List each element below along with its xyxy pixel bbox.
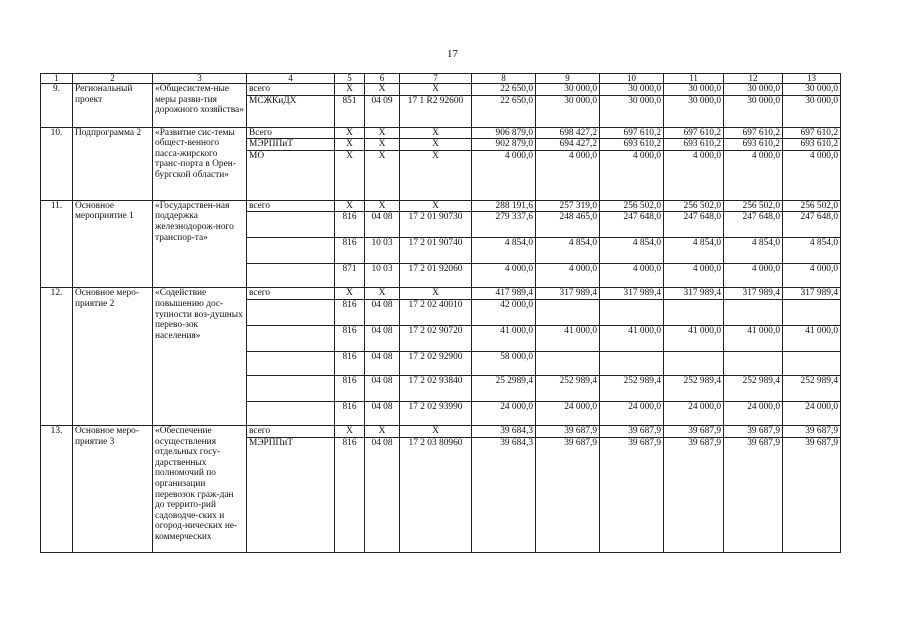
target-code-cell: X [400, 288, 472, 300]
value-cell [536, 351, 600, 375]
section-cell: 10 03 [365, 238, 400, 264]
value-cell: 42 000,0 [472, 299, 536, 325]
source-cell: всего [247, 288, 335, 300]
section-cell: X [365, 200, 400, 212]
value-cell: 58 000,0 [472, 351, 536, 375]
source-cell: МЭРППиТ [247, 437, 335, 552]
value-cell: 41 000,0 [783, 325, 841, 351]
value-cell: 41 000,0 [536, 325, 600, 351]
target-code-cell: 17 2 02 90720 [400, 325, 472, 351]
source-cell: МЭРППиТ [247, 139, 335, 151]
value-cell: 24 000,0 [536, 401, 600, 425]
header-cell: 7 [400, 74, 472, 84]
value-cell: 39 687,9 [724, 425, 783, 437]
value-cell: 39 684,3 [472, 425, 536, 437]
value-cell [664, 299, 724, 325]
value-cell: 24 000,0 [783, 401, 841, 425]
value-cell: 4 000,0 [664, 264, 724, 288]
code-cell: 816 [335, 325, 365, 351]
source-cell [247, 351, 335, 375]
target-code-cell: X [400, 139, 472, 151]
value-cell: 30 000,0 [724, 84, 783, 96]
section-cell: 04 08 [365, 375, 400, 401]
value-cell: 30 000,0 [600, 84, 664, 96]
value-cell: 39 684,3 [472, 437, 536, 552]
row-description: «Развитие сис-темы общест-венного пасса-жирского транс-порта в Орен-бургской области» [153, 127, 247, 200]
value-cell: 247 648,0 [783, 212, 841, 238]
value-cell: 41 000,0 [664, 325, 724, 351]
table-row [41, 288, 841, 300]
value-cell: 693 610,2 [664, 139, 724, 151]
value-cell: 252 989,4 [536, 375, 600, 401]
section-cell: 10 03 [365, 264, 400, 288]
value-cell: 317 989,4 [536, 288, 600, 300]
section-cell: 04 09 [365, 95, 400, 127]
row-description: «Обеспечение осуществления отдельных госу-дарственных полномочий по организации перевозок граж-дан до террито-рий садоводче-ских и огород-нических не-коммерческих [153, 425, 247, 552]
value-cell: 697 610,2 [664, 127, 724, 139]
value-cell [600, 299, 664, 325]
value-cell: 693 610,2 [724, 139, 783, 151]
source-cell: всего [247, 425, 335, 437]
value-cell: 4 000,0 [536, 264, 600, 288]
value-cell: 39 687,9 [600, 425, 664, 437]
target-code-cell: 17 2 03 80960 [400, 437, 472, 552]
value-cell: 30 000,0 [664, 84, 724, 96]
value-cell: 247 648,0 [664, 212, 724, 238]
target-code-cell: 17 2 02 93990 [400, 401, 472, 425]
code-cell: 816 [335, 299, 365, 325]
row-description: «Общесистем-ные меры разви-тия дорожного хозяйства» [153, 84, 247, 128]
value-cell: 4 854,0 [724, 238, 783, 264]
value-cell: 39 687,9 [664, 425, 724, 437]
source-cell [247, 325, 335, 351]
target-code-cell: X [400, 150, 472, 200]
value-cell: 30 000,0 [724, 95, 783, 127]
code-cell: 871 [335, 264, 365, 288]
value-cell: 693 610,2 [600, 139, 664, 151]
code-cell: X [335, 288, 365, 300]
code-cell: 816 [335, 351, 365, 375]
section-cell: X [365, 127, 400, 139]
value-cell: 30 000,0 [664, 95, 724, 127]
row-name: Основное мероприятие 1 [73, 200, 153, 288]
header-cell: 12 [724, 74, 783, 84]
value-cell: 417 989,4 [472, 288, 536, 300]
value-cell [783, 351, 841, 375]
source-cell: всего [247, 200, 335, 212]
value-cell: 24 000,0 [724, 401, 783, 425]
value-cell: 4 854,0 [600, 238, 664, 264]
value-cell: 279 337,6 [472, 212, 536, 238]
value-cell: 41 000,0 [472, 325, 536, 351]
row-name: Основное меро-приятие 3 [73, 425, 153, 552]
value-cell: 698 427,2 [536, 127, 600, 139]
value-cell: 4 000,0 [472, 150, 536, 200]
value-cell [783, 299, 841, 325]
source-cell: всего [247, 84, 335, 96]
value-cell: 39 687,9 [724, 437, 783, 552]
value-cell: 39 687,9 [600, 437, 664, 552]
source-cell: МО [247, 150, 335, 200]
value-cell: 256 502,0 [783, 200, 841, 212]
value-cell: 693 610,2 [783, 139, 841, 151]
row-number: 12. [41, 288, 73, 426]
table-row [41, 127, 841, 139]
value-cell: 4 000,0 [472, 264, 536, 288]
source-cell [247, 375, 335, 401]
section-cell: 04 08 [365, 351, 400, 375]
code-cell: 816 [335, 212, 365, 238]
header-cell: 10 [600, 74, 664, 84]
value-cell: 4 000,0 [783, 264, 841, 288]
value-cell [724, 351, 783, 375]
target-code-cell: X [400, 200, 472, 212]
value-cell: 24 000,0 [472, 401, 536, 425]
row-description: «Содействие повышению дос-тупности воз-душных перево-зок населения» [153, 288, 247, 426]
source-cell [247, 299, 335, 325]
header-cell: 1 [41, 74, 73, 84]
table-body [41, 74, 841, 553]
target-code-cell: X [400, 425, 472, 437]
section-cell: X [365, 139, 400, 151]
value-cell: 4 000,0 [600, 264, 664, 288]
value-cell: 317 989,4 [664, 288, 724, 300]
header-cell: 11 [664, 74, 724, 84]
source-cell [247, 264, 335, 288]
target-code-cell: 17 2 02 92900 [400, 351, 472, 375]
value-cell: 30 000,0 [783, 95, 841, 127]
page-number: 17 [447, 48, 458, 60]
row-name: Региональный проект [73, 84, 153, 128]
section-cell: X [365, 425, 400, 437]
table-row [41, 84, 841, 96]
target-code-cell: X [400, 84, 472, 96]
target-code-cell: 17 2 02 40010 [400, 299, 472, 325]
code-cell: 816 [335, 238, 365, 264]
header-row [41, 74, 841, 84]
value-cell: 24 000,0 [664, 401, 724, 425]
target-code-cell: 17 2 01 90740 [400, 238, 472, 264]
header-cell: 2 [73, 74, 153, 84]
section-cell: X [365, 84, 400, 96]
value-cell: 39 687,9 [783, 425, 841, 437]
value-cell: 39 687,9 [783, 437, 841, 552]
code-cell: 816 [335, 437, 365, 552]
value-cell: 252 989,4 [724, 375, 783, 401]
row-description: «Государствен-ная поддержка железнодорож-ного транспор-та» [153, 200, 247, 288]
value-cell [664, 351, 724, 375]
row-name: Основное меро-приятие 2 [73, 288, 153, 426]
value-cell: 697 610,2 [600, 127, 664, 139]
value-cell: 30 000,0 [783, 84, 841, 96]
code-cell: X [335, 425, 365, 437]
value-cell: 30 000,0 [536, 84, 600, 96]
section-cell: 04 08 [365, 212, 400, 238]
value-cell: 256 502,0 [600, 200, 664, 212]
value-cell: 697 610,2 [783, 127, 841, 139]
value-cell: 4 000,0 [724, 150, 783, 200]
value-cell: 248 465,0 [536, 212, 600, 238]
value-cell: 30 000,0 [600, 95, 664, 127]
value-cell [600, 351, 664, 375]
table-row [41, 200, 841, 212]
value-cell: 317 989,4 [724, 288, 783, 300]
header-cell: 9 [536, 74, 600, 84]
value-cell: 288 191,6 [472, 200, 536, 212]
value-cell: 4 854,0 [472, 238, 536, 264]
value-cell: 4 000,0 [536, 150, 600, 200]
code-cell: 851 [335, 95, 365, 127]
code-cell: X [335, 127, 365, 139]
value-cell: 252 989,4 [600, 375, 664, 401]
value-cell: 252 989,4 [664, 375, 724, 401]
section-cell: 04 08 [365, 299, 400, 325]
code-cell: X [335, 200, 365, 212]
value-cell: 252 989,4 [783, 375, 841, 401]
section-cell: 04 08 [365, 437, 400, 552]
value-cell: 4 000,0 [724, 264, 783, 288]
row-number: 9. [41, 84, 73, 128]
target-code-cell: 17 2 02 93840 [400, 375, 472, 401]
value-cell: 4 000,0 [664, 150, 724, 200]
code-cell: X [335, 139, 365, 151]
target-code-cell: 17 2 01 90730 [400, 212, 472, 238]
value-cell: 39 687,9 [536, 425, 600, 437]
value-cell: 4 854,0 [664, 238, 724, 264]
target-code-cell: 17 1 R2 92600 [400, 95, 472, 127]
section-cell: 04 08 [365, 325, 400, 351]
value-cell: 41 000,0 [600, 325, 664, 351]
value-cell: 4 854,0 [783, 238, 841, 264]
value-cell: 906 879,0 [472, 127, 536, 139]
row-number: 11. [41, 200, 73, 288]
value-cell: 247 648,0 [600, 212, 664, 238]
value-cell [724, 299, 783, 325]
section-cell: X [365, 288, 400, 300]
source-cell [247, 401, 335, 425]
value-cell: 697 610,2 [724, 127, 783, 139]
value-cell: 22 650,0 [472, 84, 536, 96]
source-cell: Всего [247, 127, 335, 139]
header-cell: 8 [472, 74, 536, 84]
section-cell: X [365, 150, 400, 200]
value-cell: 902 879,0 [472, 139, 536, 151]
value-cell: 39 687,9 [664, 437, 724, 552]
value-cell: 25 2989,4 [472, 375, 536, 401]
table-row [41, 425, 841, 437]
value-cell: 317 989,4 [600, 288, 664, 300]
code-cell: X [335, 84, 365, 96]
value-cell: 22 650,0 [472, 95, 536, 127]
header-cell: 4 [247, 74, 335, 84]
value-cell: 24 000,0 [600, 401, 664, 425]
section-cell: 04 08 [365, 401, 400, 425]
value-cell: 41 000,0 [724, 325, 783, 351]
value-cell: 247 648,0 [724, 212, 783, 238]
source-cell [247, 238, 335, 264]
row-number: 10. [41, 127, 73, 200]
value-cell: 257 319,0 [536, 200, 600, 212]
header-cell: 6 [365, 74, 400, 84]
value-cell: 256 502,0 [664, 200, 724, 212]
source-cell [247, 212, 335, 238]
code-cell: X [335, 150, 365, 200]
row-number: 13. [41, 425, 73, 552]
target-code-cell: 17 2 01 92060 [400, 264, 472, 288]
value-cell: 317 989,4 [783, 288, 841, 300]
header-cell: 5 [335, 74, 365, 84]
value-cell: 30 000,0 [536, 95, 600, 127]
header-cell: 3 [153, 74, 247, 84]
code-cell: 816 [335, 401, 365, 425]
value-cell: 256 502,0 [724, 200, 783, 212]
target-code-cell: X [400, 127, 472, 139]
value-cell: 694 427,2 [536, 139, 600, 151]
source-cell: МСЖКиДХ [247, 95, 335, 127]
value-cell: 39 687,9 [536, 437, 600, 552]
budget-table [40, 73, 841, 553]
value-cell [536, 299, 600, 325]
value-cell: 4 000,0 [783, 150, 841, 200]
row-name: Подпрограмма 2 [73, 127, 153, 200]
code-cell: 816 [335, 375, 365, 401]
header-cell: 13 [783, 74, 841, 84]
value-cell: 4 854,0 [536, 238, 600, 264]
value-cell: 4 000,0 [600, 150, 664, 200]
